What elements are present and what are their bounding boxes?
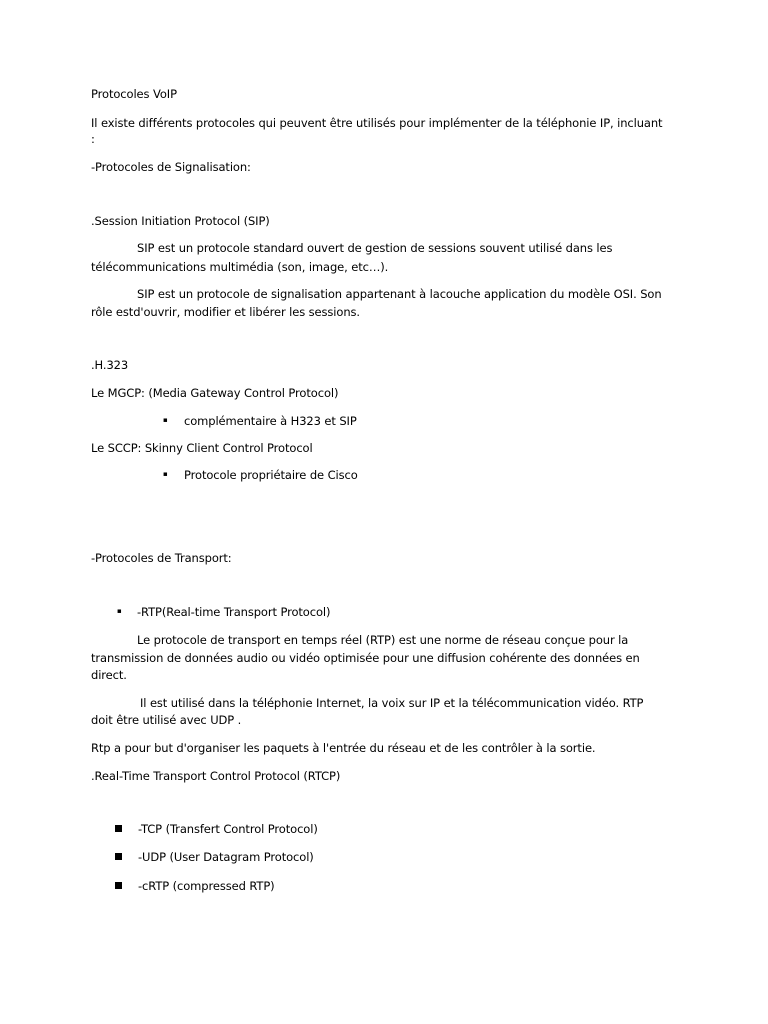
rtp-paragraph-1-continued: transmission de données audio ou vidéo optimisée pour une diffusion cohérente des données en <box>91 651 640 665</box>
rtp-paragraph-3: Rtp a pour but d'organiser les paquets à l'entrée du réseau et de les contrôler à la sortie. <box>91 741 596 755</box>
sccp-heading: Le SCCP: Skinny Client Control Protocol <box>91 441 313 455</box>
rtp-paragraph-2-continued: doit être utilisé avec UDP . <box>91 713 242 727</box>
bullet-icon: ▪ <box>117 607 122 615</box>
list-item: -TCP (Transfert Control Protocol) <box>138 822 318 836</box>
sip-heading: .Session Initiation Protocol (SIP) <box>91 214 270 228</box>
signalisation-heading: -Protocoles de Signalisation: <box>91 160 251 174</box>
transport-heading: -Protocoles de Transport: <box>91 551 232 565</box>
square-bullet-icon <box>115 882 122 889</box>
list-item: -cRTP (compressed RTP) <box>138 879 275 893</box>
rtp-paragraph-1: Le protocole de transport en temps réel (RTP) est une norme de réseau conçue pour la <box>137 633 629 647</box>
sip-paragraph-2-continued: rôle estd'ouvrir, modifier et libérer les sessions. <box>91 305 360 319</box>
square-bullet-icon <box>115 825 122 832</box>
bullet-icon: ▪ <box>163 470 168 478</box>
intro-text-continued: : <box>91 132 95 146</box>
square-bullet-icon <box>115 853 122 860</box>
sip-paragraph-1: SIP est un protocole standard ouvert de gestion de sessions souvent utilisé dans les <box>137 241 613 255</box>
rtp-paragraph-1-end: direct. <box>91 668 127 682</box>
rtcp-heading: .Real-Time Transport Control Protocol (RTCP) <box>91 769 341 783</box>
rtp-paragraph-2: Il est utilisé dans la téléphonie Internet, la voix sur IP et la télécommunication vidéo. RTP <box>140 696 644 710</box>
page-title: Protocoles VoIP <box>91 87 177 101</box>
rtp-bullet: -RTP(Real-time Transport Protocol) <box>137 605 331 619</box>
sip-paragraph-1-continued: télécommunications multimédia (son, image, etc…). <box>91 260 389 274</box>
sip-paragraph-2: SIP est un protocole de signalisation appartenant à lacouche application du modèle OSI. Son <box>137 287 662 301</box>
sccp-bullet: Protocole propriétaire de Cisco <box>184 468 358 482</box>
mgcp-bullet: complémentaire à H323 et SIP <box>184 414 357 428</box>
list-item: -UDP (User Datagram Protocol) <box>138 850 314 864</box>
bullet-icon: ▪ <box>163 416 168 424</box>
h323-heading: .H.323 <box>91 358 129 372</box>
intro-text: Il existe différents protocoles qui peuvent être utilisés pour implémenter de la téléphonie IP, incluant <box>91 116 663 130</box>
mgcp-heading: Le MGCP: (Media Gateway Control Protocol) <box>91 386 339 400</box>
